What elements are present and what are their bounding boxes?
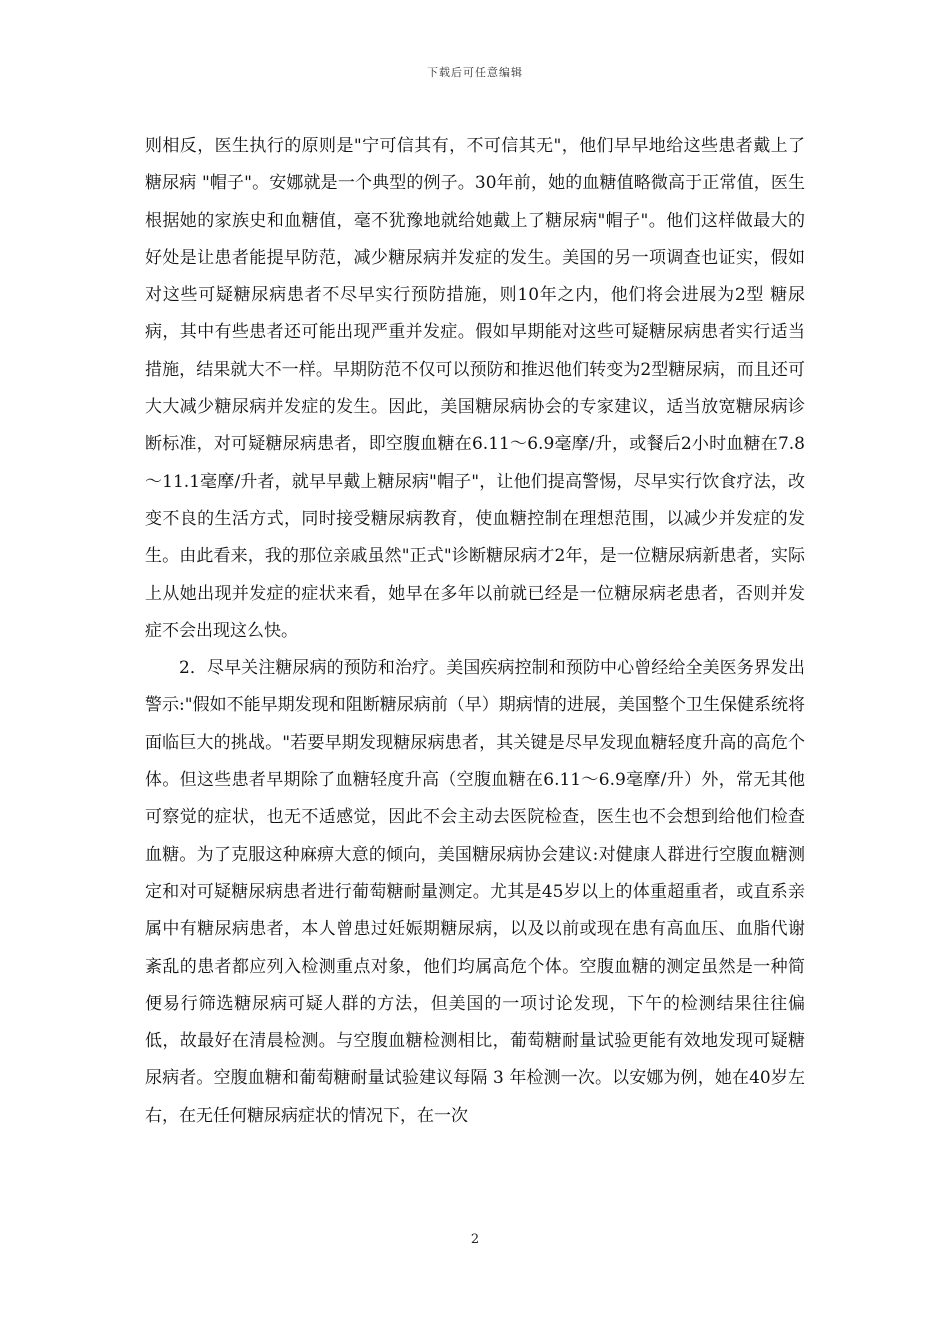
page-number: 2 (470, 1232, 480, 1247)
document-body (145, 128, 805, 1135)
paragraph-continuation: 则相反，医生执行的原则是"宁可信其有，不可信其无"，他们早早地给这些患者戴上了糖尿病 "帽子"。安娜就是一个典型的例子。30年前，她的血糖值略微高于正常值，医生根据她的家族史和血糖值，毫不犹豫地就给她戴上了糖尿病"帽子"。他们这样做最大的好处是让患者能提早防范，减少糖尿病并发症的发生。美国的另一项调查也证实，假如对这些可疑糖尿病患者不尽早实行预防措施，则10年之内，他们将会进展为2型 糖尿病，其中有些患者还可能出现严重并发症。假如早期能对这些可疑糖尿病患者实行适当措施，结果就大不一样。早期防范不仅可以预防和推迟他们转变为2型糖尿病，而且还可大大减少糖尿病并发症的发生。因此，美国糖尿病协会的专家建议，适当放宽糖尿病诊断标准，对可疑糖尿病患者，即空腹血糖在6.11～6.9毫摩/升，或餐后2小时血糖在7.8～11.1毫摩/升者，就早早戴上糖尿病"帽子"，让他们提高警惕，尽早实行饮食疗法，改变不良的生活方式，同时接受糖尿病教育，使血糖控制在理想范围，以减少并发症的发生。由此看来，我的那位亲戚虽然"正式"诊断糖尿病才2年，是一位糖尿病新患者，实际上从她出现并发症的症状来看，她早在多年以前就已经是一位糖尿病老患者，否则并发症不会出现这么快。 (145, 136, 805, 641)
page-header: 下载后可任意编辑 (427, 66, 523, 79)
paragraph-section-2: 2．尽早关注糖尿病的预防和治疗。美国疾病控制和预防中心曾经给全美医务界发出警示:"假如不能早期发现和阻断糖尿病前（早）期病情的进展，美国整个卫生保健系统将面临巨大的挑战。"若要早期发现糖尿病患者，其关键是尽早发现血糖轻度升高的高危个体。但这些患者早期除了血糖轻度升高（空腹血糖在6.11～6.9毫摩/升）外，常无其他可察觉的症状，也无不适感觉，因此不会主动去医院检查，医生也不会想到给他们检查血糖。为了克服这种麻痹大意的倾向，美国糖尿病协会建议:对健康人群进行空腹血糖测定和对可疑糖尿病患者进行葡萄糖耐量测定。尤其是45岁以上的体重超重者，或直系亲属中有糖尿病患者，本人曾患过妊娠期糖尿病，以及以前或现在患有高血压、血脂代谢紊乱的患者都应列入检测重点对象，他们均属高危个体。空腹血糖的测定虽然是一种简便易行筛选糖尿病可疑人群的方法，但美国的一项讨论发现，下午的检测结果往往偏低，故最好在清晨检测。与空腹血糖检测相比，葡萄糖耐量试验更能有效地发现可疑糖尿病者。空腹血糖和葡萄糖耐量试验建议每隔 3 年检测一次。以安娜为例，她在40岁左右，在无任何糖尿病症状的情况下，在一次 (145, 658, 805, 1126)
